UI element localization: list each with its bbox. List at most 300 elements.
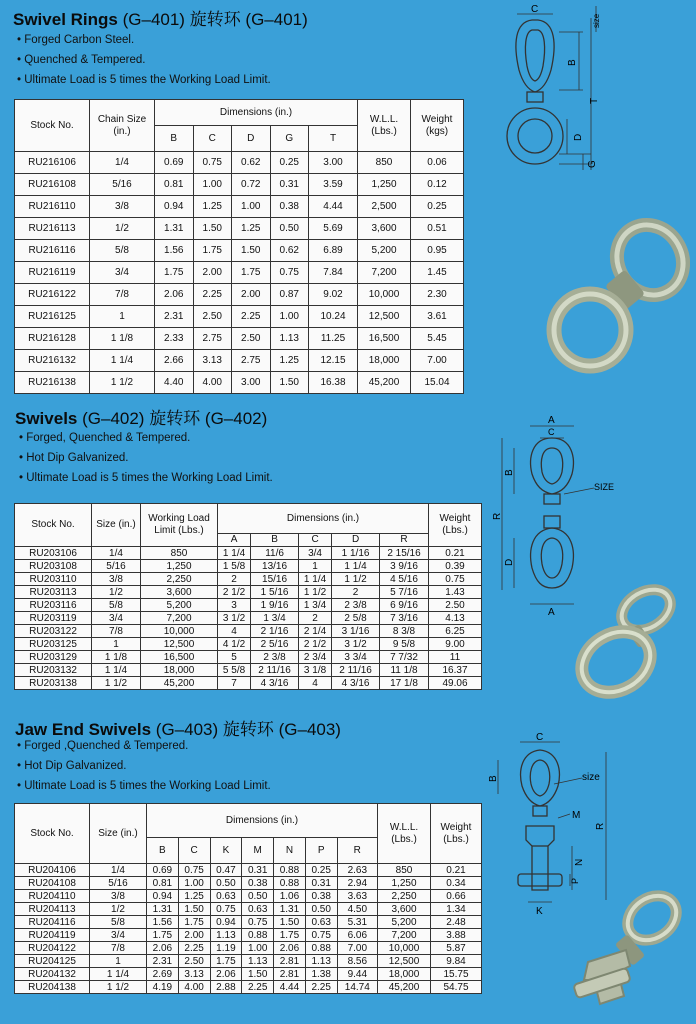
table-cell: 4.19 xyxy=(147,981,179,994)
table-cell: 10,000 xyxy=(378,942,431,955)
table-cell: 7,200 xyxy=(378,929,431,942)
table-row xyxy=(15,968,482,981)
table-cell: 0.87 xyxy=(270,284,309,306)
table-cell: 0.66 xyxy=(431,890,482,903)
table-cell: 850 xyxy=(141,547,218,560)
table-cell: RU203122 xyxy=(15,625,92,638)
table-cell: RU216125 xyxy=(15,306,90,328)
table-cell: 1.50 xyxy=(274,916,306,929)
table-cell: 0.38 xyxy=(270,196,309,218)
table-cell: 7,200 xyxy=(358,262,411,284)
table-cell: 12.15 xyxy=(309,350,358,372)
table-cell: 2 1/16 xyxy=(251,625,299,638)
diagram-label-c: C xyxy=(531,4,539,15)
table-row xyxy=(15,174,464,196)
table-cell: 0.88 xyxy=(305,942,337,955)
table-cell: 2.06 xyxy=(155,284,194,306)
table-cell: 15.75 xyxy=(431,968,482,981)
table-cell: 10,000 xyxy=(141,625,218,638)
table-cell: 0.75 xyxy=(210,903,242,916)
table-cell: 0.47 xyxy=(210,864,242,877)
table-cell: RU216110 xyxy=(15,196,90,218)
table-cell: 0.39 xyxy=(429,560,482,573)
title-code: (G–402) 旋转环 (G–402) xyxy=(82,409,268,428)
table-cell: 16,500 xyxy=(141,651,218,664)
table-cell: 5 5/8 xyxy=(218,664,251,677)
table-cell: RU203125 xyxy=(15,638,92,651)
table-cell: 5,200 xyxy=(378,916,431,929)
table-cell: 17 1/8 xyxy=(380,677,429,690)
col-header-dimensions: Dimensions (in.) xyxy=(218,504,429,534)
table-cell: 1 9/16 xyxy=(251,599,299,612)
jaw-end-swivel-product-photo xyxy=(560,884,690,1020)
table-cell: 1.25 xyxy=(193,196,232,218)
table-cell: 1.00 xyxy=(232,196,271,218)
table-row xyxy=(15,981,482,994)
table-cell: 5/8 xyxy=(90,240,155,262)
table-cell: 4 xyxy=(299,677,332,690)
table-cell: 3.61 xyxy=(411,306,464,328)
table-cell: 0.75 xyxy=(429,573,482,586)
table-cell: 11 xyxy=(429,651,482,664)
table-cell: 3.00 xyxy=(232,372,271,394)
table-cell: 13/16 xyxy=(251,560,299,573)
table-cell: 2.00 xyxy=(178,929,210,942)
table-row xyxy=(15,651,482,664)
bullet-item: • Ultimate Load is 5 times the Working Load Limit. xyxy=(19,472,273,484)
table-cell: 1 1/4 xyxy=(90,350,155,372)
table-cell: 16,500 xyxy=(358,328,411,350)
table-cell: 2.88 xyxy=(210,981,242,994)
table-cell: 1 3/4 xyxy=(299,599,332,612)
table-cell: 1.25 xyxy=(232,218,271,240)
table-cell: 12,500 xyxy=(358,306,411,328)
table-cell: 2.75 xyxy=(232,350,271,372)
table-cell: 1 1/4 xyxy=(332,560,380,573)
table-row xyxy=(15,955,482,968)
table-cell: 1 1/2 xyxy=(90,981,147,994)
col-header-working-load: Working Load Limit (Lbs.) xyxy=(141,504,218,547)
table-cell: 1/2 xyxy=(90,218,155,240)
table-cell: 0.34 xyxy=(431,877,482,890)
table-cell: 1.13 xyxy=(270,328,309,350)
table-cell: 1 1/4 xyxy=(92,664,141,677)
dim-col-header: C xyxy=(193,126,232,152)
table-cell: 2.00 xyxy=(193,262,232,284)
table-cell: 3,600 xyxy=(358,218,411,240)
table-row xyxy=(15,677,482,690)
table-cell: 1 3/4 xyxy=(251,612,299,625)
col-header-size: Size (in.) xyxy=(90,804,147,864)
table-cell: 7,200 xyxy=(141,612,218,625)
table-cell: 1 1/4 xyxy=(218,547,251,560)
table-cell: 3 1/2 xyxy=(218,612,251,625)
table-cell: RU204113 xyxy=(15,903,90,916)
table-cell: 5/16 xyxy=(90,877,147,890)
table-cell: 1.06 xyxy=(274,890,306,903)
table-cell: 9.02 xyxy=(309,284,358,306)
table-cell: 2,250 xyxy=(378,890,431,903)
table-cell: 54.75 xyxy=(431,981,482,994)
table-cell: 7.00 xyxy=(411,350,464,372)
table-row xyxy=(15,903,482,916)
bullet-item: • Ultimate Load is 5 times the Working Load Limit. xyxy=(17,780,271,792)
table-cell: 3,600 xyxy=(141,586,218,599)
table-cell: 1.25 xyxy=(178,890,210,903)
bullet-item: • Hot Dip Galvanized. xyxy=(17,760,127,772)
table-cell: 0.50 xyxy=(242,890,274,903)
table-cell: 0.31 xyxy=(305,877,337,890)
col-header-wll: W.L.L. (Lbs.) xyxy=(378,804,431,864)
table-cell: 0.38 xyxy=(242,877,274,890)
table-cell: 1/4 xyxy=(90,152,155,174)
table-cell: 4.13 xyxy=(429,612,482,625)
table-cell: 1.50 xyxy=(232,240,271,262)
table-cell: 1.31 xyxy=(274,903,306,916)
table-cell: 3.13 xyxy=(193,350,232,372)
table-cell: 0.75 xyxy=(193,152,232,174)
table-row xyxy=(15,864,482,877)
table-cell: 1,250 xyxy=(358,174,411,196)
table-cell: 2 3/4 xyxy=(299,651,332,664)
table-cell: 5,200 xyxy=(358,240,411,262)
table-cell: 1.31 xyxy=(155,218,194,240)
section-title-swivels xyxy=(15,404,267,429)
table-cell: 6.89 xyxy=(309,240,358,262)
table-cell: 2.94 xyxy=(337,877,377,890)
table-cell: 0.12 xyxy=(411,174,464,196)
table-cell: 5.45 xyxy=(411,328,464,350)
table-cell: 4.00 xyxy=(193,372,232,394)
table-cell: 1.43 xyxy=(429,586,482,599)
col-header-weight: Weight (Lbs.) xyxy=(431,804,482,864)
table-cell: 1.50 xyxy=(242,968,274,981)
table-cell: 0.81 xyxy=(155,174,194,196)
table-cell: 0.21 xyxy=(429,547,482,560)
table-cell: 7/8 xyxy=(90,284,155,306)
table-cell: 3/4 xyxy=(90,262,155,284)
table-cell: 0.81 xyxy=(147,877,179,890)
table-cell: 1 xyxy=(90,306,155,328)
table-row xyxy=(15,350,464,372)
table-cell: RU216113 xyxy=(15,218,90,240)
table-cell: 2.63 xyxy=(337,864,377,877)
table-cell: 0.72 xyxy=(232,174,271,196)
table-cell: RU216106 xyxy=(15,152,90,174)
bullet-item: • Quenched & Tempered. xyxy=(17,54,146,66)
table-cell: 3.88 xyxy=(431,929,482,942)
dim-col-header: B xyxy=(155,126,194,152)
table-cell: 6.25 xyxy=(429,625,482,638)
jaw-end-swivels-table xyxy=(14,803,482,994)
table-cell: 7 3/16 xyxy=(380,612,429,625)
table-cell: 12,500 xyxy=(378,955,431,968)
table-cell: 2 5/16 xyxy=(251,638,299,651)
table-cell: 1/2 xyxy=(92,586,141,599)
table-cell: 2 15/16 xyxy=(380,547,429,560)
table-cell: 1 1/2 xyxy=(299,586,332,599)
table-cell: 0.25 xyxy=(411,196,464,218)
table-cell: 0.69 xyxy=(155,152,194,174)
table-cell: 4 xyxy=(218,625,251,638)
table-cell: RU203110 xyxy=(15,573,92,586)
table-cell: 3 xyxy=(218,599,251,612)
table-row xyxy=(15,328,464,350)
table-cell: 5/8 xyxy=(90,916,147,929)
table-row xyxy=(15,240,464,262)
table-cell: 1 xyxy=(299,560,332,573)
table-cell: 2 xyxy=(218,573,251,586)
table-cell: 1.00 xyxy=(242,942,274,955)
dim-col-header: G xyxy=(270,126,309,152)
table-cell: 18,000 xyxy=(378,968,431,981)
table-cell: 2 1/2 xyxy=(218,586,251,599)
table-row xyxy=(15,547,482,560)
table-cell: RU204122 xyxy=(15,942,90,955)
table-cell: 0.88 xyxy=(274,877,306,890)
table-cell: 3/8 xyxy=(90,196,155,218)
col-header-dimensions: Dimensions (in.) xyxy=(155,100,358,126)
table-cell: 2.06 xyxy=(274,942,306,955)
bullet-item: • Hot Dip Galvanized. xyxy=(19,452,129,464)
table-cell: 2,250 xyxy=(141,573,218,586)
table-cell: 5/8 xyxy=(92,599,141,612)
table-cell: 0.25 xyxy=(305,864,337,877)
table-cell: 49.06 xyxy=(429,677,482,690)
table-cell: 5/16 xyxy=(90,174,155,196)
table-cell: RU216128 xyxy=(15,328,90,350)
diagram-label-r: R xyxy=(492,512,503,520)
table-row xyxy=(15,560,482,573)
dim-col-header: K xyxy=(210,838,242,864)
table-cell: 4 3/16 xyxy=(251,677,299,690)
table-cell: 4 1/2 xyxy=(218,638,251,651)
table-cell: 5 7/16 xyxy=(380,586,429,599)
diagram-label-c: C xyxy=(536,732,544,743)
table-cell: 1 1/2 xyxy=(90,372,155,394)
table-cell: RU204108 xyxy=(15,877,90,890)
table-cell: 5,200 xyxy=(141,599,218,612)
bullet-item: • Forged Carbon Steel. xyxy=(17,34,135,46)
table-cell: 0.62 xyxy=(270,240,309,262)
table-row xyxy=(15,152,464,174)
table-cell: 0.50 xyxy=(270,218,309,240)
bullet-item: • Ultimate Load is 5 times the Working Load Limit. xyxy=(17,74,271,86)
diagram-label-n: N xyxy=(574,858,585,866)
table-row xyxy=(15,599,482,612)
table-cell: 2.31 xyxy=(147,955,179,968)
table-cell: 2 xyxy=(332,586,380,599)
table-cell: 16.38 xyxy=(309,372,358,394)
table-cell: RU203116 xyxy=(15,599,92,612)
table-cell: 7.84 xyxy=(309,262,358,284)
table-row xyxy=(15,942,482,955)
table-row xyxy=(15,372,464,394)
table-cell: 8.56 xyxy=(337,955,377,968)
table-cell: 2 3/8 xyxy=(251,651,299,664)
table-cell: 0.75 xyxy=(305,929,337,942)
diagram-label-t: T xyxy=(589,97,600,104)
table-cell: 15/16 xyxy=(251,573,299,586)
swivel-product-photo xyxy=(566,580,690,704)
table-cell: RU204106 xyxy=(15,864,90,877)
dim-col-header: M xyxy=(242,838,274,864)
section-title-jaw-end-swivels xyxy=(15,715,341,740)
table-cell: 1 5/8 xyxy=(218,560,251,573)
table-cell: 2.50 xyxy=(232,328,271,350)
col-header-size: Size (in.) xyxy=(92,504,141,547)
table-cell: 2.81 xyxy=(274,955,306,968)
table-cell: 3,600 xyxy=(378,903,431,916)
table-cell: 15.04 xyxy=(411,372,464,394)
table-cell: 45,200 xyxy=(358,372,411,394)
table-cell: 1.25 xyxy=(270,350,309,372)
table-cell: 2.25 xyxy=(242,981,274,994)
table-row xyxy=(15,916,482,929)
table-row xyxy=(15,196,464,218)
table-cell: 2.25 xyxy=(193,284,232,306)
table-cell: 2.81 xyxy=(274,968,306,981)
table-cell: 1.75 xyxy=(274,929,306,942)
table-cell: 3.13 xyxy=(178,968,210,981)
table-cell: 2.06 xyxy=(147,942,179,955)
table-cell: 14.74 xyxy=(337,981,377,994)
table-cell: 3 1/8 xyxy=(299,664,332,677)
table-cell: RU203132 xyxy=(15,664,92,677)
diagram-label-size: size xyxy=(582,772,600,783)
table-cell: RU203113 xyxy=(15,586,92,599)
table-cell: 11/6 xyxy=(251,547,299,560)
table-cell: 1.75 xyxy=(155,262,194,284)
dim-col-header: R xyxy=(380,534,429,547)
dim-col-header: R xyxy=(337,838,377,864)
table-row xyxy=(15,262,464,284)
table-cell: 2 5/8 xyxy=(332,612,380,625)
diagram-label-c: C xyxy=(548,427,555,437)
table-cell: 2 xyxy=(299,612,332,625)
table-cell: RU216122 xyxy=(15,284,90,306)
table-cell: 1 xyxy=(90,955,147,968)
table-cell: 16.37 xyxy=(429,664,482,677)
dim-col-header: D xyxy=(232,126,271,152)
table-cell: 9 5/8 xyxy=(380,638,429,651)
table-cell: 0.31 xyxy=(270,174,309,196)
title-text: Swivel Rings xyxy=(13,10,118,29)
table-cell: 0.88 xyxy=(274,864,306,877)
table-cell: 2.50 xyxy=(429,599,482,612)
table-cell: RU216116 xyxy=(15,240,90,262)
diagram-label-m: M xyxy=(572,810,581,821)
swivel-ring-dimension-diagram xyxy=(495,4,605,178)
table-cell: 1.75 xyxy=(193,240,232,262)
swivels-table xyxy=(14,503,482,690)
table-cell: 10,000 xyxy=(358,284,411,306)
table-cell: 4.44 xyxy=(309,196,358,218)
table-cell: 1.19 xyxy=(210,942,242,955)
table-cell: 8 3/8 xyxy=(380,625,429,638)
col-header-stock: Stock No. xyxy=(15,100,90,152)
table-cell: 7 xyxy=(218,677,251,690)
diagram-label-a: A xyxy=(548,415,555,426)
table-cell: RU203108 xyxy=(15,560,92,573)
table-cell: RU204116 xyxy=(15,916,90,929)
table-cell: 9.44 xyxy=(337,968,377,981)
table-cell: 3.63 xyxy=(337,890,377,903)
table-row xyxy=(15,306,464,328)
table-cell: 0.63 xyxy=(210,890,242,903)
table-cell: 0.50 xyxy=(210,877,242,890)
table-cell: 1.50 xyxy=(178,903,210,916)
title-text: Jaw End Swivels xyxy=(15,720,152,739)
table-cell: 2.25 xyxy=(178,942,210,955)
diagram-label-b: B xyxy=(488,775,499,782)
diagram-label-d: D xyxy=(573,133,584,141)
table-cell: 2 1/2 xyxy=(299,638,332,651)
table-cell: 3 3/4 xyxy=(332,651,380,664)
col-header-dimensions: Dimensions (in.) xyxy=(147,804,378,838)
table-cell: 3 1/2 xyxy=(332,638,380,651)
table-cell: 0.94 xyxy=(147,890,179,903)
table-cell: RU203138 xyxy=(15,677,92,690)
table-cell: 1.38 xyxy=(305,968,337,981)
table-cell: RU216132 xyxy=(15,350,90,372)
diagram-label-b: B xyxy=(504,469,515,476)
table-cell: 3/8 xyxy=(90,890,147,903)
table-cell: 6.06 xyxy=(337,929,377,942)
table-cell: 4 3/16 xyxy=(332,677,380,690)
diagram-label-g: G xyxy=(587,160,598,168)
table-cell: RU216108 xyxy=(15,174,90,196)
table-row xyxy=(15,625,482,638)
table-row xyxy=(15,664,482,677)
table-cell: 1.56 xyxy=(147,916,179,929)
table-cell: 1 1/2 xyxy=(92,677,141,690)
diagram-label-p: P xyxy=(570,877,580,884)
table-cell: 1.00 xyxy=(178,877,210,890)
table-cell: 4.44 xyxy=(274,981,306,994)
table-cell: 0.75 xyxy=(242,916,274,929)
col-header-weight: Weight (kgs) xyxy=(411,100,464,152)
table-cell: 1.00 xyxy=(193,174,232,196)
table-cell: 850 xyxy=(378,864,431,877)
table-cell: 1.56 xyxy=(155,240,194,262)
table-cell: 0.38 xyxy=(305,890,337,903)
table-cell: 0.69 xyxy=(147,864,179,877)
diagram-label-d: D xyxy=(504,558,515,566)
table-cell: 0.94 xyxy=(155,196,194,218)
table-cell: 10.24 xyxy=(309,306,358,328)
table-cell: RU204125 xyxy=(15,955,90,968)
title-code: (G–401) 旋转环 (G–401) xyxy=(122,10,308,29)
table-cell: 2.50 xyxy=(178,955,210,968)
table-cell: 2 11/16 xyxy=(251,664,299,677)
table-cell: 6 9/16 xyxy=(380,599,429,612)
table-cell: 1.00 xyxy=(270,306,309,328)
table-cell: 12,500 xyxy=(141,638,218,651)
col-header-wll: W.L.L. (Lbs.) xyxy=(358,100,411,152)
table-cell: 0.50 xyxy=(305,903,337,916)
table-cell: 5 xyxy=(218,651,251,664)
table-cell: 3 1/16 xyxy=(332,625,380,638)
bullet-item: • Forged, Quenched & Tempered. xyxy=(19,432,191,444)
table-cell: 11.25 xyxy=(309,328,358,350)
table-row xyxy=(15,586,482,599)
table-cell: 45,200 xyxy=(141,677,218,690)
table-cell: 1.50 xyxy=(270,372,309,394)
table-cell: 2.25 xyxy=(305,981,337,994)
table-row xyxy=(15,218,464,240)
table-cell: 2 11/16 xyxy=(332,664,380,677)
